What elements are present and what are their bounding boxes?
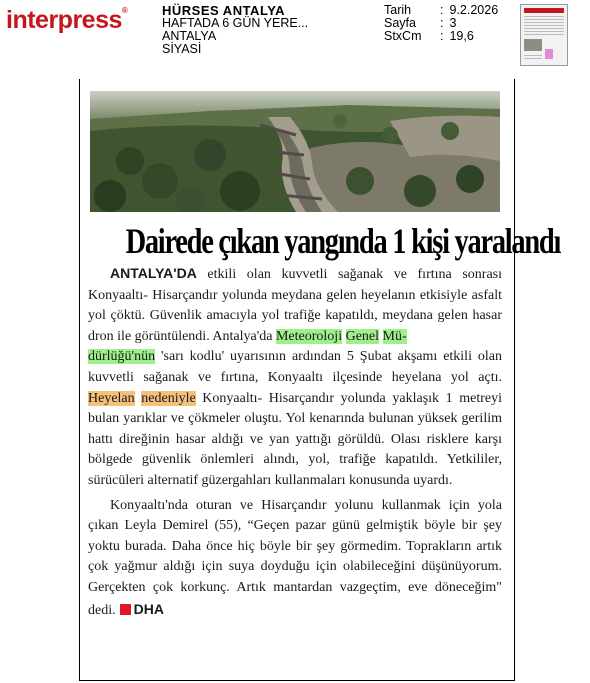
- thumb-masthead: [524, 8, 564, 13]
- registered-mark: ®: [121, 6, 128, 15]
- fact-row: [384, 30, 498, 43]
- publication-name: HÜRSES ANTALYA: [162, 3, 286, 18]
- highlight-heyelan: Heyelan: [88, 390, 135, 406]
- thumb-line: [524, 31, 564, 32]
- fact-key-stxcm: StxCm: [384, 29, 422, 43]
- publication-frequency: HAFTADA 6 GÜN YERE...: [162, 16, 309, 30]
- publication-meta: [162, 4, 308, 56]
- highlight-nedeniyle: nedeniyle: [141, 390, 196, 406]
- thumb-line: [524, 22, 564, 23]
- agency-name: DHA: [133, 600, 164, 617]
- article-clip: [79, 79, 561, 681]
- p1-text-2: 'sarı kodlu' uyarısının ardından 5 Şubat akşamı etkili olan kuvvetli sağanak ve fırtına, Konyaaltı ilçesinde heyelana yol açtı.: [88, 349, 502, 385]
- paragraph-2: [88, 496, 502, 622]
- clip-facts: [384, 4, 498, 43]
- thumb-line: [524, 55, 542, 56]
- highlight-mudurluk-1: Mü-: [382, 328, 407, 344]
- highlight-meteoroloji: Meteoroloji: [275, 328, 343, 344]
- lead-dateline: ANTALYA'DA: [110, 265, 197, 281]
- article-body: [88, 263, 502, 621]
- fact-sep: :: [440, 29, 444, 43]
- thumb-line: [524, 58, 542, 59]
- fact-sep: :: [440, 3, 444, 17]
- p1-text-3: Konyaaltı- Hisarçandır yolunda yaklaşık 1 metreyi bulan yarıklar ve çökmeler oluştu. Yol kenarında bulunan yüksek gerilim hattı direğinin hasar aldığı ve yan yattığı görüldü. Olası risklere karşı bölgede güvenlik önlemleri alındı, yol, trafiğe kapatıldı. Yetkililer, sürücüleri alternatif güzergahları kullanmaları konusunda uyardı.: [88, 390, 502, 488]
- fact-sep: :: [440, 16, 444, 30]
- thumb-line: [524, 34, 564, 35]
- thumb-line: [524, 19, 564, 20]
- p2-text: Konyaaltı'nda oturan ve Hisarçandır yolunu kullanmak için yola çıkan Leyla Demirel (55), “Geçen pazar günü gelmiştik böyle bir şey yoktu burada. Daha önce hiç böyle bir şey görmedim. Toprakların artık çok yağmur aldığı için suya doyduğu için olabileceğini düşünüyorum. Gerçekten çok korkunç. Artık mantardan vazgeçtim, eve döneceğim" dedi.: [88, 497, 502, 618]
- paragraph-1: [88, 263, 502, 492]
- thumb-clip-marker: [545, 49, 553, 59]
- p1-text-1: etkili olan kuvvetli sağanak ve fırtına sonrası Konyaaltı- Hisarçandır yolunda meydana gelen heyelanın etkisiyle asfalt yol çöktü. Güvenlik amacıyla yol trafiğe kapatıldı, meydana gelen hasar dron ile görüntülendi. Antalya'da: [88, 267, 502, 344]
- logo-text: interpress: [6, 6, 122, 34]
- highlight-mudurluk-2: dürlüğü'nün: [88, 349, 156, 365]
- fact-key-page: Sayfa: [384, 16, 416, 30]
- page-thumbnail[interactable]: [520, 4, 568, 66]
- fact-key-date: Tarih: [384, 3, 412, 17]
- aerial-photo: [90, 91, 500, 212]
- publication-category: SİYASİ: [162, 42, 202, 56]
- landslide-road-photo: [90, 91, 500, 212]
- thumb-photo: [524, 39, 542, 51]
- publication-city: ANTALYA: [162, 29, 217, 43]
- article-headline: Dairede çıkan yangında 1 kişi yaralandı: [125, 221, 561, 261]
- fact-value-page: 3: [449, 16, 457, 30]
- thumb-line: [524, 25, 564, 26]
- agency-square-icon: [120, 604, 131, 615]
- fact-value-date: 9.2.2026: [449, 3, 499, 17]
- thumb-line: [524, 28, 564, 29]
- fact-value-stxcm: 19,6: [449, 29, 474, 43]
- interpress-logo: [6, 6, 127, 35]
- thumb-line: [524, 16, 564, 17]
- highlight-genel: Genel: [345, 328, 380, 344]
